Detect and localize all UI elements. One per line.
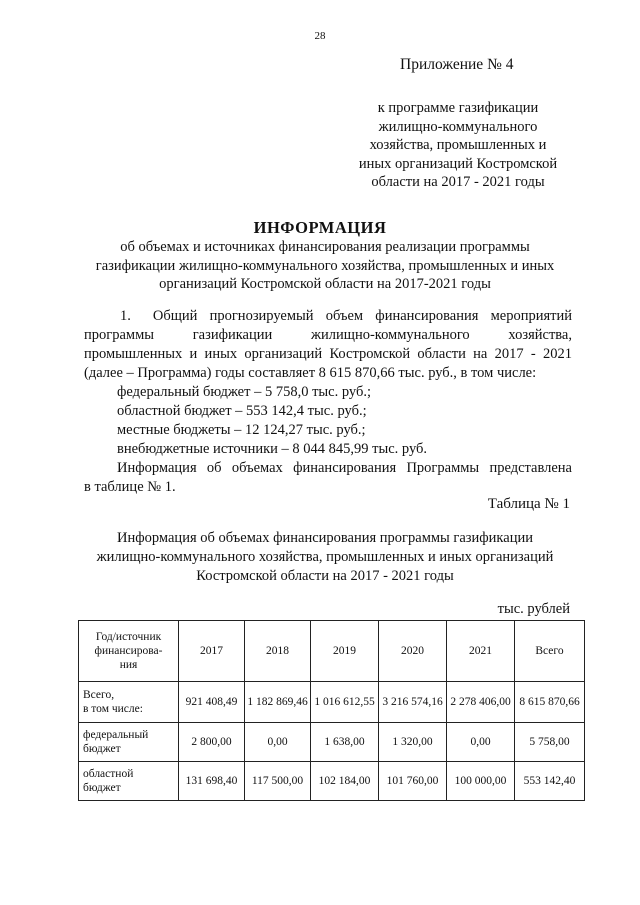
paragraph-line: программы газификации жилищно-коммунального хозяйства,: [84, 327, 572, 343]
appendix-subtitle-line: к программе газификации: [377, 100, 539, 116]
row-label-line: бюджет: [83, 782, 121, 794]
row-label-line: в том числе:: [83, 703, 143, 715]
table-cell: 1 320,00: [379, 723, 447, 762]
appendix-subtitle-line: жилищно-коммунального: [378, 118, 538, 135]
document-subtitle: [80, 238, 570, 294]
table-number: Таблица № 1: [487, 496, 570, 512]
table-cell: 921 408,49: [179, 682, 245, 723]
header-total-cell: Всего: [515, 621, 585, 682]
row-label: [79, 762, 179, 801]
table-caption-line: жилищно-коммунального хозяйства, промышленных и иных организаций: [96, 549, 554, 565]
table-cell: 2 800,00: [179, 723, 245, 762]
document-subtitle-line: об объемах и источниках финансирования реализации программы: [120, 239, 530, 255]
header-label-line: финансирова-: [94, 645, 163, 657]
financing-table: [78, 620, 585, 801]
funding-item: внебюджетные источники – 8 044 845,99 тыс. руб.: [117, 441, 428, 457]
funding-item: местные бюджеты – 12 124,27 тыс. руб.;: [117, 422, 366, 438]
table-cell: 0,00: [447, 723, 515, 762]
appendix-subtitle-line: области на 2017 - 2021 годы: [371, 174, 545, 190]
row-label: [79, 723, 179, 762]
table-cell: 5 758,00: [515, 723, 585, 762]
table-cell: 2 278 406,00: [447, 682, 515, 723]
appendix-subtitle-line: хозяйства, промышленных и: [369, 137, 547, 153]
table-cell: 8 615 870,66: [515, 682, 585, 723]
table-caption: [80, 529, 570, 586]
table-cell: 131 698,40: [179, 762, 245, 801]
table-cell: 553 142,40: [515, 762, 585, 801]
header-source-cell: [79, 621, 179, 682]
table-cell: 0,00: [245, 723, 311, 762]
table-caption-line: Информация об объемах финансирования программы газификации: [117, 530, 533, 546]
table-cell: 100 000,00: [447, 762, 515, 801]
row-label-line: федеральный: [83, 729, 149, 741]
row-label-line: бюджет: [83, 743, 121, 755]
header-year-cell: 2020: [379, 621, 447, 682]
paragraph-number: 1.: [120, 308, 131, 324]
table-cell: 1 182 869,46: [245, 682, 311, 723]
row-label-line: Всего,: [83, 689, 115, 701]
header-year-cell: 2018: [245, 621, 311, 682]
table-cell: 1 016 612,55: [311, 682, 379, 723]
header-year-cell: 2017: [179, 621, 245, 682]
row-label: [79, 682, 179, 723]
table-cell: 101 760,00: [379, 762, 447, 801]
table-row: [79, 762, 585, 801]
appendix-subtitle: [342, 99, 574, 192]
paragraph-text: Общий прогнозируемый объем финансирования мероприятий: [152, 308, 572, 324]
appendix-title: Приложение № 4: [400, 56, 514, 73]
document-title: ИНФОРМАЦИЯ: [253, 218, 387, 237]
units-label: тыс. рублей: [497, 601, 570, 617]
row-label-line: областной: [83, 768, 134, 780]
paragraph-line: [84, 307, 572, 326]
funding-item: областной бюджет – 553 142,4 тыс. руб.;: [117, 403, 367, 419]
table-cell: 117 500,00: [245, 762, 311, 801]
funding-item: федеральный бюджет – 5 758,0 тыс. руб.;: [117, 384, 371, 400]
table-header-row: [79, 621, 585, 682]
paragraph-1: [84, 307, 572, 497]
table-row: [79, 682, 585, 723]
table-caption-line: Костромской области на 2017 - 2021 годы: [196, 568, 454, 584]
table-row: [79, 723, 585, 762]
paragraph-closing-line: в таблице № 1.: [84, 479, 176, 495]
header-label-line: Год/источник: [95, 631, 162, 643]
document-subtitle-line: организаций Костромской области на 2017-2021 годы: [159, 276, 491, 292]
page-number: 28: [314, 30, 326, 42]
appendix-subtitle-line: иных организаций Костромской: [358, 155, 558, 172]
header-year-cell: 2021: [447, 621, 515, 682]
header-year-cell: 2019: [311, 621, 379, 682]
table-cell: 102 184,00: [311, 762, 379, 801]
paragraph-closing-line: Информация об объемах финансирования Программы представлена: [117, 460, 572, 476]
paragraph-line: (далее – Программа) годы составляет 8 615 870,66 тыс. руб., в том числе:: [84, 365, 537, 381]
paragraph-line: промышленных и иных организаций Костромской области на 2017 - 2021: [84, 346, 572, 362]
table-cell: 3 216 574,16: [379, 682, 447, 723]
document-subtitle-line: газификации жилищно-коммунального хозяйства, промышленных и иных: [95, 257, 555, 274]
table-cell: 1 638,00: [311, 723, 379, 762]
header-label-line: ния: [119, 659, 138, 671]
